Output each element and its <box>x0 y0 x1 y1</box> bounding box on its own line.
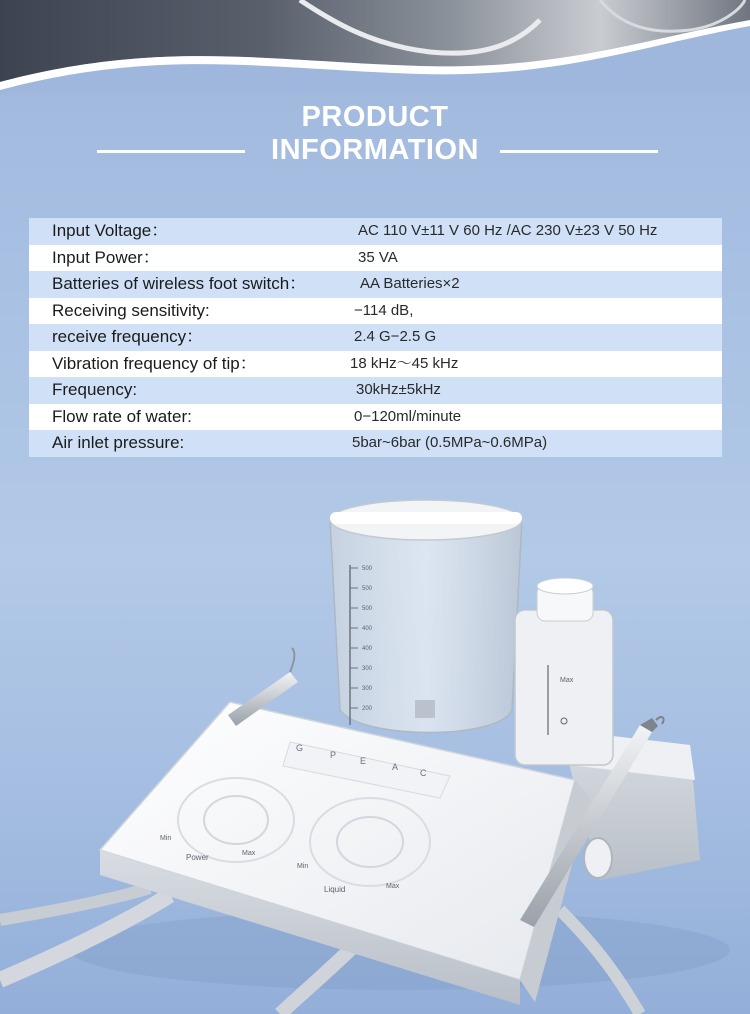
spec-table <box>29 218 722 457</box>
liquid-max-label: Max <box>386 883 400 890</box>
spec-value: AC 110 V±11 V 60 Hz /AC 230 V±23 V 50 Hz <box>358 222 658 239</box>
side-dial[interactable] <box>584 838 612 878</box>
liquid-label: Liquid <box>324 885 346 894</box>
spec-value: 35 VA <box>358 248 398 266</box>
spec-value: −114 dB, <box>354 301 414 319</box>
liquid-bottle <box>515 578 613 765</box>
spec-row <box>29 430 722 457</box>
spec-label: Air inlet pressure: <box>52 433 185 452</box>
bottle-max-label: Max <box>560 677 574 684</box>
spec-label: Frequency: <box>52 380 138 399</box>
svg-text:500: 500 <box>362 566 373 572</box>
svg-text:E: E <box>360 756 367 766</box>
svg-text:400: 400 <box>362 626 373 632</box>
heading-line-2: INFORMATION <box>271 134 479 166</box>
spec-label: Input Voltage： <box>52 221 169 240</box>
water-reservoir <box>330 500 522 733</box>
svg-text:C: C <box>420 768 427 778</box>
liquid-min-label: Min <box>297 863 309 870</box>
power-max-label: Max <box>242 850 256 857</box>
spec-value: 18 kHz～45 kHz <box>350 354 459 372</box>
power-label: Power <box>186 853 209 862</box>
spec-row <box>29 298 722 325</box>
spec-row <box>29 324 722 351</box>
svg-text:200: 200 <box>362 706 373 712</box>
spec-label: receive frequency： <box>52 327 204 346</box>
spec-label: Vibration frequency of tip： <box>52 353 257 373</box>
header-photo <box>0 0 750 95</box>
spec-row <box>29 377 722 404</box>
spec-row <box>29 218 722 245</box>
spec-label: Receiving sensitivity: <box>52 300 210 320</box>
spec-row <box>29 271 722 298</box>
power-min-label: Min <box>160 835 172 842</box>
svg-text:500: 500 <box>362 606 373 612</box>
spec-row <box>29 351 722 378</box>
spec-row <box>29 245 722 272</box>
spec-row <box>29 404 722 431</box>
device-illustration <box>0 480 750 1014</box>
svg-text:P: P <box>330 750 337 760</box>
spec-label: Input Power： <box>52 247 160 267</box>
spec-value: 30kHz±5kHz <box>356 381 441 398</box>
spec-value: AA Batteries×2 <box>360 275 460 292</box>
svg-text:300: 300 <box>362 686 373 692</box>
spec-value: 5bar~6bar (0.5MPa~0.6MPa) <box>352 434 548 451</box>
spec-label: Batteries of wireless foot switch： <box>52 274 307 293</box>
heading-line-1: PRODUCT <box>301 101 449 133</box>
svg-text:400: 400 <box>362 646 373 652</box>
spec-value: 2.4 G−2.5 G <box>354 328 437 345</box>
svg-text:A: A <box>392 762 399 772</box>
svg-text:G: G <box>296 743 304 753</box>
svg-text:500: 500 <box>362 586 373 592</box>
svg-text:300: 300 <box>362 666 373 672</box>
section-heading <box>0 100 750 170</box>
spec-label: Flow rate of water: <box>52 406 192 426</box>
spec-value: 0−120ml/minute <box>354 407 462 425</box>
